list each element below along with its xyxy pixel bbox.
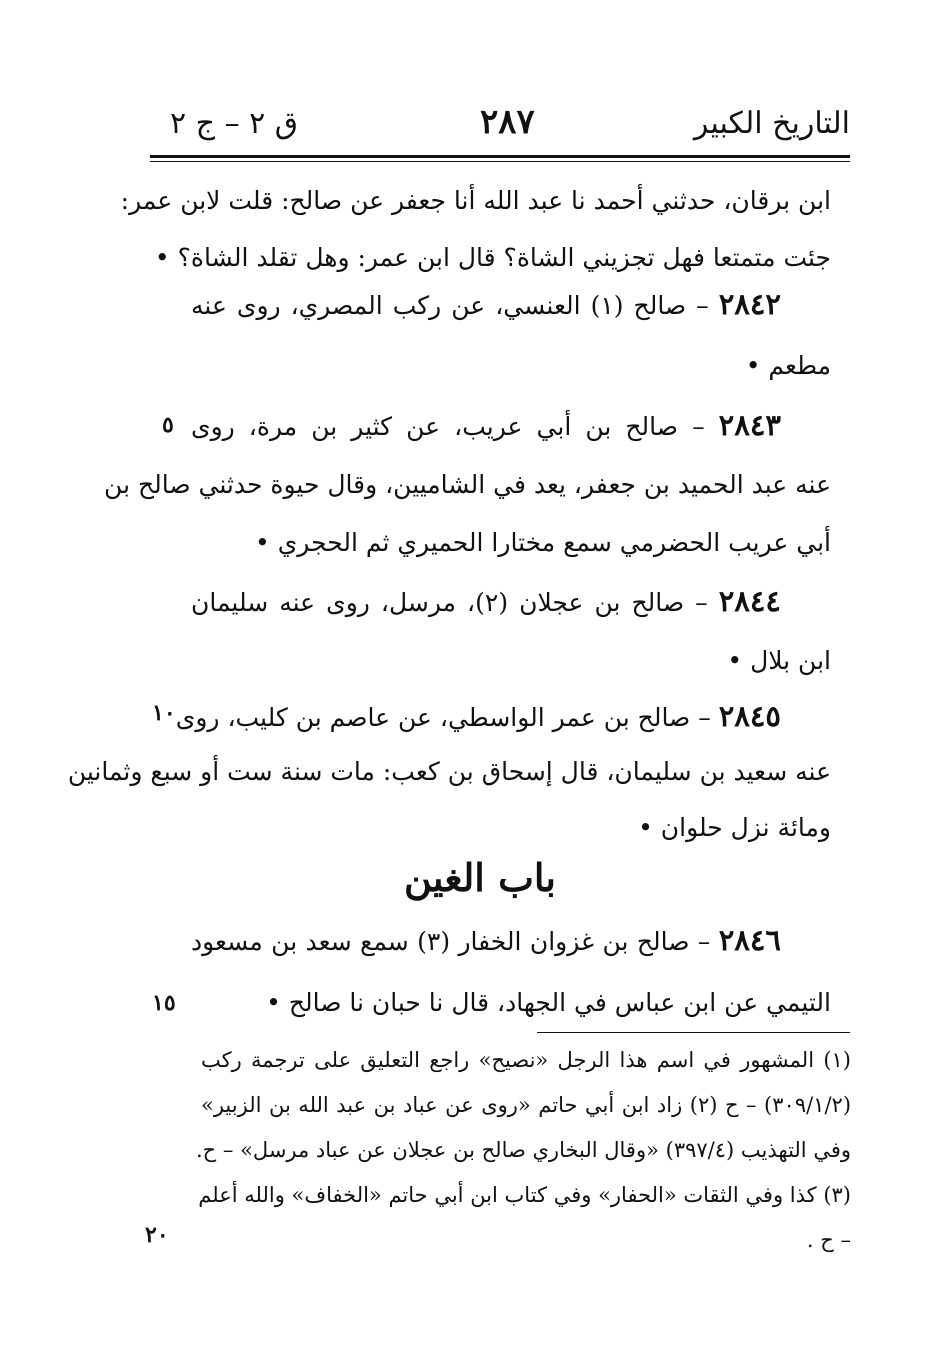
entry-text: – صالح بن أبي عريب، عن كثير بن مرة، روى — [191, 412, 705, 441]
footnote-line: وفي التهذيب (٣٩٧/٤) «وقال البخاري صالح بن عجلان عن عباد مرسل» – ح. — [195, 1138, 851, 1162]
text-line: ومائة نزل حلوان • — [638, 813, 831, 842]
text-line: ابن بلال • — [727, 646, 831, 675]
margin-line-number: ١٥ — [152, 990, 176, 1016]
footnote-line: (١) المشهور في اسم هذا الرجل «نصيح» راجع التعليق على ترجمة ركب — [201, 1048, 851, 1072]
entry-first-line — [191, 408, 781, 442]
entry-number: ٢٨٤٣ — [718, 408, 781, 442]
margin-line-number: ٥ — [162, 412, 174, 438]
entry-number: ٢٨٤٢ — [718, 287, 781, 321]
text-line: جئت متمتعا فهل تجزيني الشاة؟ قال ابن عمر: وهل تقلد الشاة؟ • — [154, 243, 831, 272]
text-line: أبي عريب الحضرمي سمع مختارا الحميري ثم الحجري • — [255, 528, 831, 557]
entry-first-line — [191, 584, 781, 618]
entry-text: – صالح بن غزوان الخفار (٣) سمع سعد بن مسعود — [191, 927, 711, 956]
volume-reference: ق ٢ – ج ٢ — [170, 106, 299, 141]
header-rule-thin — [150, 161, 850, 162]
header-rule — [150, 155, 850, 158]
entry-number: ٢٨٤٥ — [718, 699, 781, 733]
running-header — [150, 100, 850, 156]
entry-text: – صالح (١) العنسي، عن ركب المصري، روى عنه — [191, 291, 709, 320]
text-line: التيمي عن ابن عباس في الجهاد، قال نا حبان نا صالح • — [266, 988, 831, 1017]
text-line: عنه سعيد بن سليمان، قال إسحاق بن كعب: مات سنة ست أو سبع وثمانين — [67, 757, 831, 786]
entry-first-line — [191, 287, 781, 321]
book-title: التاريخ الكبير — [693, 106, 850, 141]
section-heading: باب الغين — [403, 855, 557, 900]
entry-text: – صالح بن عجلان (٢)، مرسل، روى عنه سليمان — [191, 588, 708, 617]
footnote-line: – ح . — [806, 1228, 851, 1252]
entry-number: ٢٨٤٤ — [718, 584, 781, 618]
entry-first-line — [191, 923, 781, 957]
entry-first-line — [175, 699, 781, 733]
page-number: ٢٨٧ — [480, 102, 535, 142]
margin-line-number: ٢٠ — [145, 1222, 169, 1248]
entry-number: ٢٨٤٦ — [718, 923, 781, 957]
text-line: ابن برقان، حدثني أحمد نا عبد الله أنا جعفر عن صالح: قلت لابن عمر: — [120, 186, 831, 215]
text-line: عنه عبد الحميد بن جعفر، يعد في الشاميين، وقال حيوة حدثني صالح بن — [104, 470, 831, 499]
entry-text: – صالح بن عمر الواسطي، عن عاصم بن كليب، روى — [175, 703, 711, 732]
footnote-rule — [537, 1032, 850, 1033]
footnote-line: (٣٠٩/١/٢) – ح (٢) زاد ابن أبي حاتم «روى عن عباد بن عبد الله بن الزبير» — [201, 1093, 852, 1117]
footnote-line: (٣) كذا وفي الثقات «الحفار» وفي كتاب ابن أبي حاتم «الخفاف» والله أعلم — [198, 1183, 851, 1207]
text-line: مطعم • — [745, 351, 831, 380]
margin-line-number: ١٠ — [152, 700, 176, 726]
